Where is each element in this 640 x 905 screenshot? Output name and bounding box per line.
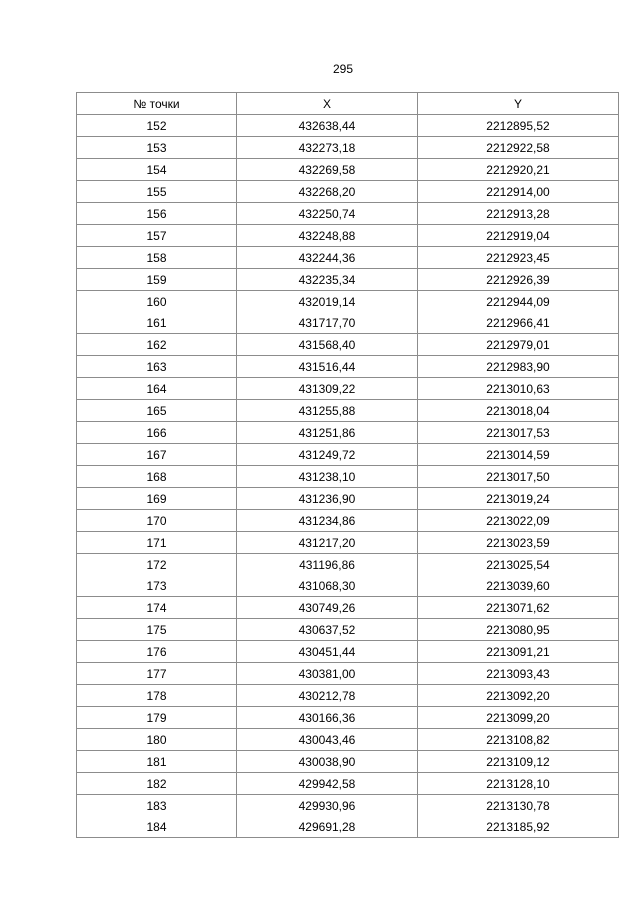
table-row [77, 663, 619, 685]
y-value: 2213080,95 [418, 619, 619, 641]
x-value: 431516,44 [237, 356, 418, 378]
y-value: 2212979,01 [418, 334, 619, 356]
y-value: 2213014,59 [418, 444, 619, 466]
y-value: 2213099,20 [418, 707, 619, 729]
point-number: 155 [77, 181, 237, 203]
y-value: 2213017,50 [418, 466, 619, 488]
point-number: 163 [77, 356, 237, 378]
table-row [77, 269, 619, 291]
table-row [77, 137, 619, 159]
point-number: 160 [77, 291, 237, 313]
x-value: 429930,96 [237, 795, 418, 817]
x-value: 430043,46 [237, 729, 418, 751]
table-row [77, 400, 619, 422]
table-row [77, 554, 619, 576]
point-number: 183 [77, 795, 237, 817]
point-number: 152 [77, 115, 237, 137]
x-value: 432268,20 [237, 181, 418, 203]
point-number: 171 [77, 532, 237, 554]
y-value: 2213093,43 [418, 663, 619, 685]
table-row [77, 181, 619, 203]
table-row [77, 334, 619, 356]
point-number: 184 [77, 816, 237, 838]
x-value: 430166,36 [237, 707, 418, 729]
table-row [77, 816, 619, 838]
y-value: 2213109,12 [418, 751, 619, 773]
point-number: 182 [77, 773, 237, 795]
table-row [77, 159, 619, 181]
table-row [77, 773, 619, 795]
x-value: 429942,58 [237, 773, 418, 795]
x-value: 430637,52 [237, 619, 418, 641]
table-row [77, 619, 619, 641]
table-row [77, 444, 619, 466]
point-number: 169 [77, 488, 237, 510]
point-number: 174 [77, 597, 237, 619]
x-value: 432248,88 [237, 225, 418, 247]
point-number: 162 [77, 334, 237, 356]
point-number: 181 [77, 751, 237, 773]
x-value: 431068,30 [237, 575, 418, 597]
x-value: 431249,72 [237, 444, 418, 466]
point-number: 178 [77, 685, 237, 707]
x-value: 431236,90 [237, 488, 418, 510]
x-value: 432019,14 [237, 291, 418, 313]
y-value: 2212913,28 [418, 203, 619, 225]
x-value: 430749,26 [237, 597, 418, 619]
point-number: 153 [77, 137, 237, 159]
y-value: 2212919,04 [418, 225, 619, 247]
header-x: X [237, 93, 418, 115]
y-value: 2213108,82 [418, 729, 619, 751]
x-value: 429691,28 [237, 816, 418, 838]
x-value: 431309,22 [237, 378, 418, 400]
table-row [77, 356, 619, 378]
table-row [77, 729, 619, 751]
point-number: 168 [77, 466, 237, 488]
y-value: 2213018,04 [418, 400, 619, 422]
x-value: 431568,40 [237, 334, 418, 356]
y-value: 2213128,10 [418, 773, 619, 795]
y-value: 2213039,60 [418, 575, 619, 597]
x-value: 430212,78 [237, 685, 418, 707]
table-row [77, 510, 619, 532]
table-row [77, 312, 619, 334]
x-value: 431251,86 [237, 422, 418, 444]
point-number: 172 [77, 554, 237, 576]
y-value: 2212966,41 [418, 312, 619, 334]
point-number: 167 [77, 444, 237, 466]
header-point-number: № точки [77, 93, 237, 115]
table-row [77, 203, 619, 225]
point-number: 161 [77, 312, 237, 334]
point-number: 166 [77, 422, 237, 444]
page-number: 295 [332, 62, 354, 76]
y-value: 2212922,58 [418, 137, 619, 159]
x-value: 432269,58 [237, 159, 418, 181]
table-row [77, 422, 619, 444]
y-value: 2213091,21 [418, 641, 619, 663]
table-row [77, 707, 619, 729]
point-number: 159 [77, 269, 237, 291]
point-number: 180 [77, 729, 237, 751]
table-row [77, 115, 619, 137]
point-number: 173 [77, 575, 237, 597]
y-value: 2213022,09 [418, 510, 619, 532]
y-value: 2213025,54 [418, 554, 619, 576]
table-row [77, 488, 619, 510]
x-value: 432244,36 [237, 247, 418, 269]
point-number: 154 [77, 159, 237, 181]
header-y: Y [418, 93, 619, 115]
y-value: 2212983,90 [418, 356, 619, 378]
y-value: 2213023,59 [418, 532, 619, 554]
table-row [77, 466, 619, 488]
table-row [77, 247, 619, 269]
x-value: 432273,18 [237, 137, 418, 159]
table-row [77, 597, 619, 619]
y-value: 2212914,00 [418, 181, 619, 203]
y-value: 2213092,20 [418, 685, 619, 707]
table-row [77, 685, 619, 707]
y-value: 2213010,63 [418, 378, 619, 400]
x-value: 431196,86 [237, 554, 418, 576]
x-value: 431238,10 [237, 466, 418, 488]
table-row [77, 378, 619, 400]
point-number: 157 [77, 225, 237, 247]
point-number: 164 [77, 378, 237, 400]
point-number: 158 [77, 247, 237, 269]
y-value: 2212944,09 [418, 291, 619, 313]
x-value: 431217,20 [237, 532, 418, 554]
point-number: 170 [77, 510, 237, 532]
y-value: 2212920,21 [418, 159, 619, 181]
y-value: 2213019,24 [418, 488, 619, 510]
x-value: 431255,88 [237, 400, 418, 422]
point-number: 165 [77, 400, 237, 422]
point-number: 179 [77, 707, 237, 729]
y-value: 2212923,45 [418, 247, 619, 269]
x-value: 430038,90 [237, 751, 418, 773]
point-number: 156 [77, 203, 237, 225]
table-row [77, 532, 619, 554]
table-row [77, 291, 619, 313]
table-header-row [77, 93, 619, 115]
x-value: 431234,86 [237, 510, 418, 532]
y-value: 2212926,39 [418, 269, 619, 291]
x-value: 431717,70 [237, 312, 418, 334]
x-value: 430381,00 [237, 663, 418, 685]
x-value: 430451,44 [237, 641, 418, 663]
point-number: 175 [77, 619, 237, 641]
x-value: 432250,74 [237, 203, 418, 225]
table-row [77, 575, 619, 597]
table-row [77, 751, 619, 773]
table-row [77, 795, 619, 817]
table-row [77, 225, 619, 247]
y-value: 2213017,53 [418, 422, 619, 444]
y-value: 2213071,62 [418, 597, 619, 619]
table-row [77, 641, 619, 663]
y-value: 2213130,78 [418, 795, 619, 817]
x-value: 432638,44 [237, 115, 418, 137]
point-number: 176 [77, 641, 237, 663]
y-value: 2213185,92 [418, 816, 619, 838]
point-number: 177 [77, 663, 237, 685]
x-value: 432235,34 [237, 269, 418, 291]
y-value: 2212895,52 [418, 115, 619, 137]
coordinates-table [76, 92, 619, 838]
